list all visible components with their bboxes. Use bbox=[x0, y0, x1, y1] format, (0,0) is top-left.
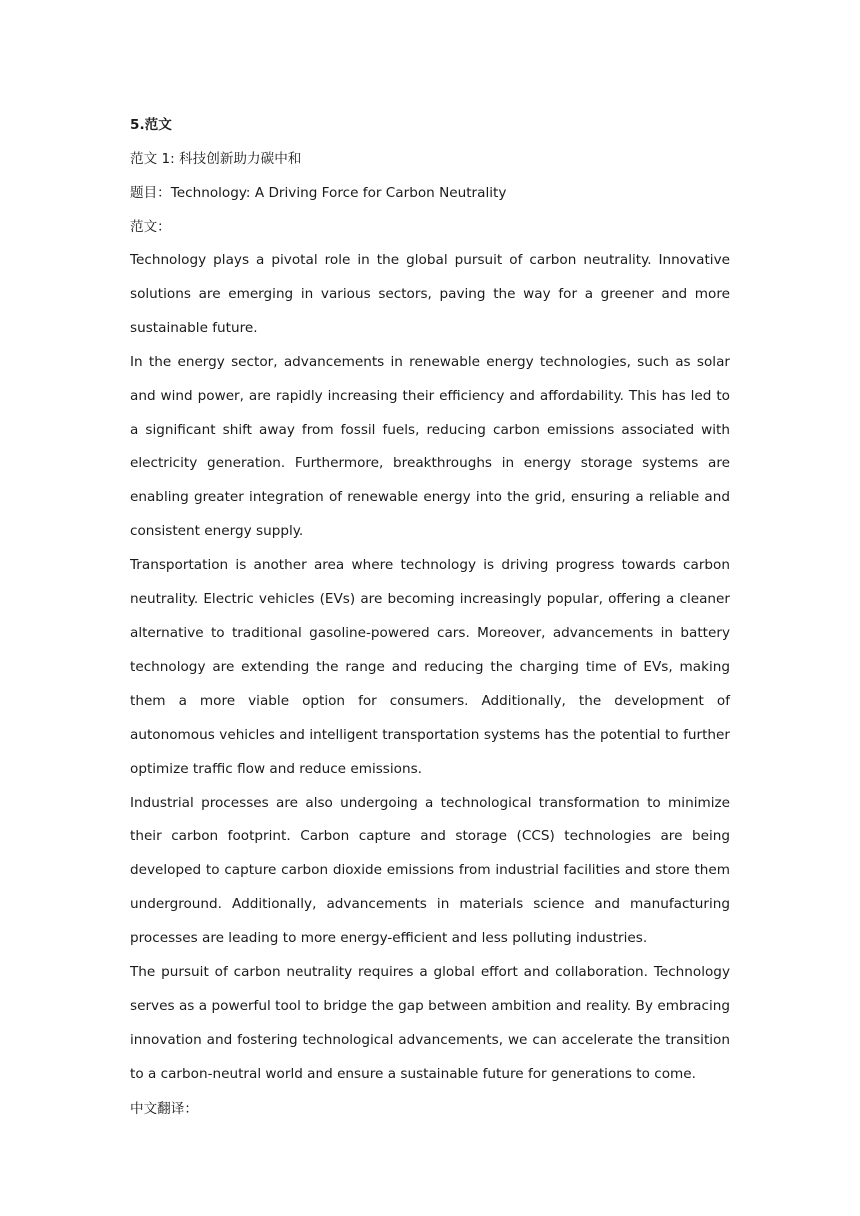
paragraph-1: Technology plays a pivotal role in the global pursuit of carbon neutrality. Innovative solutions are emerging in various sectors, paving the way for a greener and more sustainable future. bbox=[130, 252, 730, 336]
paragraph-4: Industrial processes are also undergoing a technological transformation to minimize their carbon footprint. Carbon capture and storage (CCS) technologies are being developed to capture carbon dioxide emissions from industrial facilities and store them underground. Additionally, advancements in materials science and manufacturing processes are leading to more energy-efficient and less polluting industries. bbox=[130, 794, 730, 947]
paragraph-5: The pursuit of carbon neutrality requires a global effort and collaboration. Technology serves as a powerful tool to bridge the gap between ambition and reality. By embracing innovation and fostering technological advancements, we can accelerate the transition to a carbon-neutral world and ensure a sustainable future for generations to come. bbox=[130, 964, 730, 1082]
paragraph-2: In the energy sector, advancements in renewable energy technologies, such as solar and wind power, are rapidly increasing their efficiency and affordability. This has led to a significant shift away from fossil fuels, reducing carbon emissions associated with electricity generation. Furthermore, breakthroughs in energy storage systems are enabling greater integration of renewable energy into the grid, ensuring a reliable and consistent energy supply. bbox=[130, 353, 730, 540]
section-heading: 5.范文 bbox=[130, 117, 172, 133]
body-label: 范文： bbox=[130, 219, 171, 235]
essay-title: 题目：Technology: A Driving Force for Carbon Neutrality bbox=[130, 185, 507, 201]
document-page bbox=[130, 108, 730, 1126]
translation-label: 中文翻译： bbox=[130, 1100, 198, 1117]
essay-label: 范文 1: 科技创新助力碳中和 bbox=[130, 151, 302, 167]
paragraph-3: Transportation is another area where technology is driving progress towards carbon neutrality. Electric vehicles (EVs) are becoming increasingly popular, offering a cleaner alternative to traditional gasoline-powered cars. Moreover, advancements in battery technology are extending the range and reducing the charging time of EVs, making them a more viable option for consumers. Additionally, the development of autonomous vehicles and intelligent transportation systems has the potential to further optimize traffic flow and reduce emissions. bbox=[130, 557, 730, 777]
